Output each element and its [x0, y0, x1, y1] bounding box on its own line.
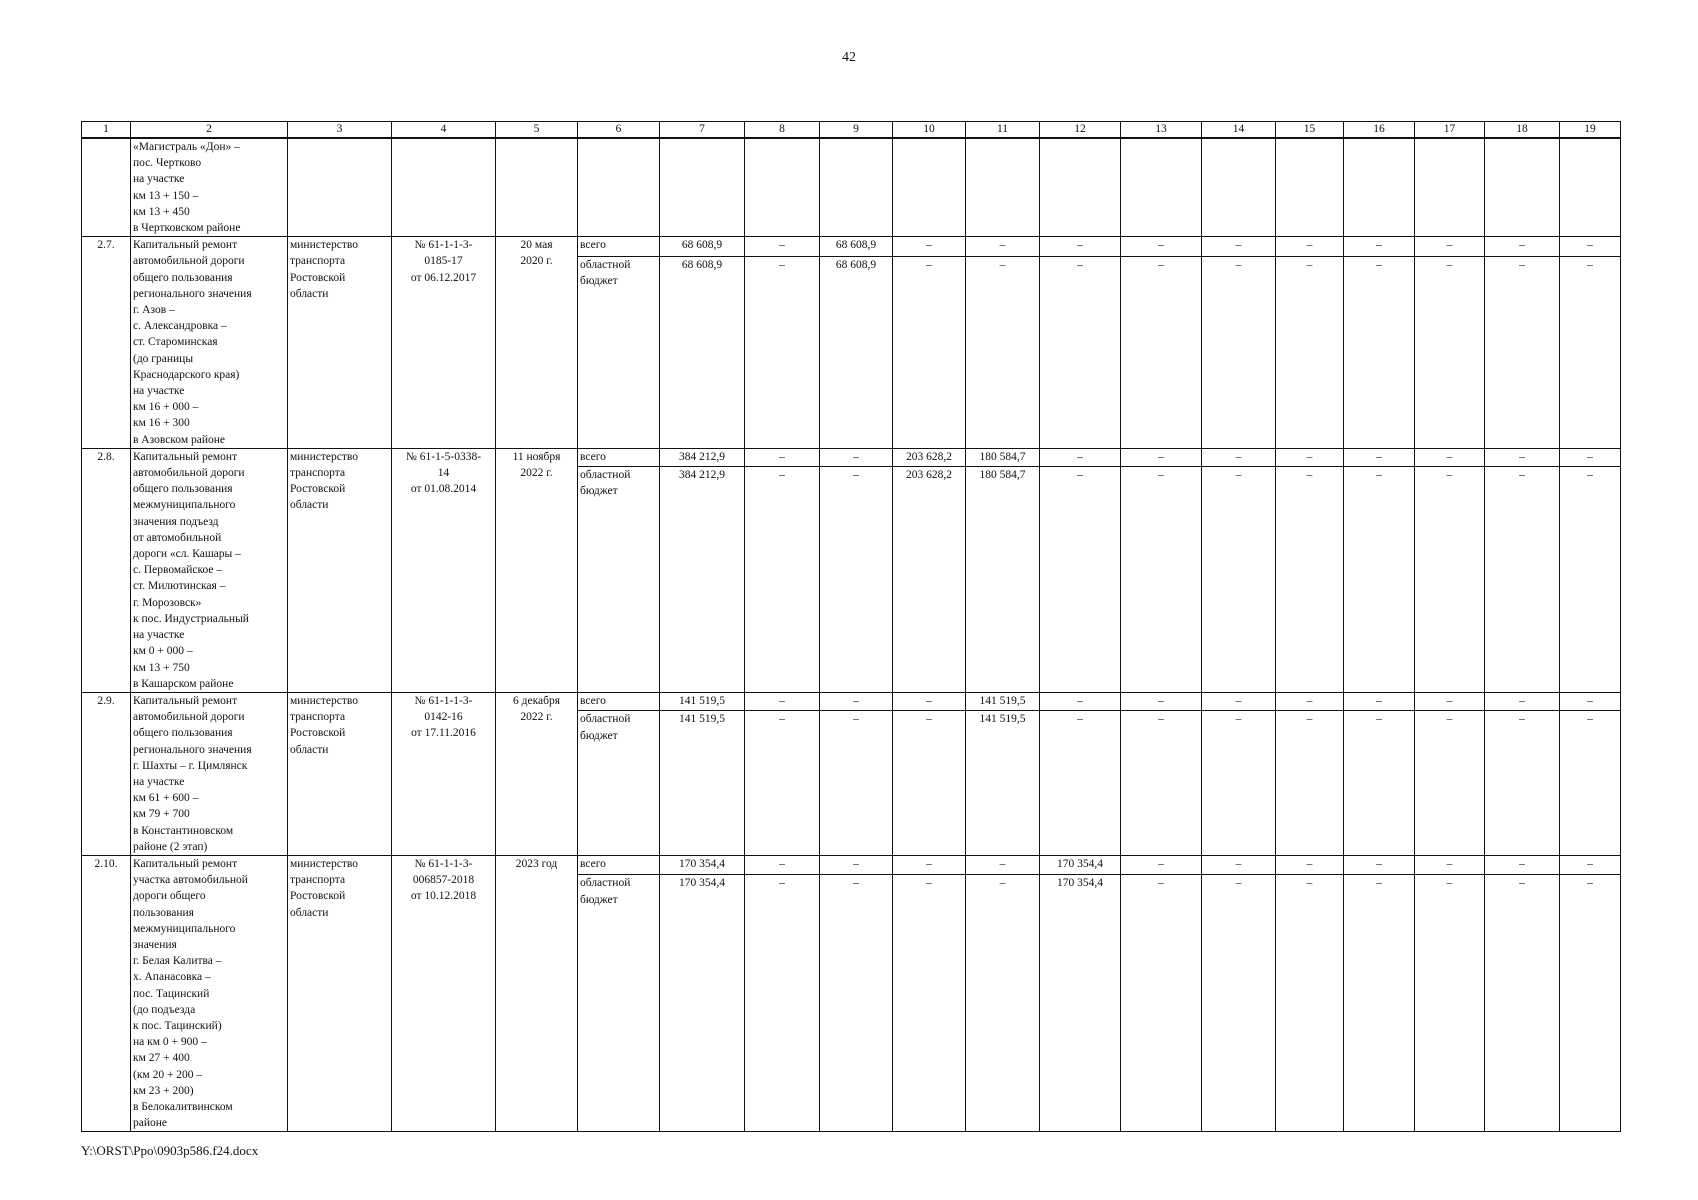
value-cell: 141 519,5 [660, 711, 745, 856]
funding-source-line: областной [580, 713, 631, 726]
column-number: 1 [82, 122, 131, 139]
entry-name-cell [131, 692, 288, 855]
value-cell: – [893, 237, 966, 256]
footer-file-path: Y:\ORST\Ppo\0903p586.f24.docx [81, 1143, 259, 1158]
value-cell: – [1344, 855, 1415, 875]
value-cell: – [820, 711, 893, 856]
name-line: автомобильной дороги [133, 711, 245, 724]
customer-line: области [290, 743, 329, 756]
value-cell: 203 628,2 [893, 448, 966, 466]
name-line: на км 0 + 900 – [133, 1036, 207, 1049]
name-line: на участке [133, 385, 185, 398]
entry-number: 2.9. [82, 692, 131, 855]
value-cell: – [1560, 711, 1621, 856]
name-line: км 79 + 700 [133, 808, 190, 821]
entry-exp-cell [392, 855, 496, 1131]
customer-line: транспорта [290, 711, 346, 724]
funding-source-line: областной [580, 469, 631, 482]
value-cell: – [745, 467, 820, 693]
entry-row-total [82, 692, 1621, 710]
value-cell: – [1415, 692, 1485, 710]
value-cell: – [1121, 875, 1202, 1132]
value-cell: – [1202, 692, 1276, 710]
value-cell: – [1121, 711, 1202, 856]
name-line: автомобильной дороги [133, 467, 245, 480]
name-line: на участке [133, 775, 185, 788]
date-line: 20 мая [520, 239, 553, 252]
value-cell: – [893, 875, 966, 1132]
value-cell: – [745, 692, 820, 710]
name-line: км 23 + 200) [133, 1084, 194, 1097]
name-line: с. Первомайское – [133, 564, 223, 577]
value-cell: 384 212,9 [660, 467, 745, 693]
funding-source-line: бюджет [580, 729, 618, 742]
name-line: км 13 + 150 – [133, 189, 199, 202]
funding-source-cell [578, 237, 660, 256]
value-cell: – [820, 855, 893, 875]
value-cell: – [1040, 711, 1121, 856]
name-line: с. Александровка – [133, 320, 227, 333]
name-line: пользования [133, 906, 194, 919]
entry-name-cell [131, 237, 288, 449]
expertise-line: 006857-2018 [412, 874, 475, 887]
value-cell: – [1121, 692, 1202, 710]
expertise-line: 0142-16 [424, 711, 463, 724]
column-number: 11 [966, 122, 1040, 139]
name-line: от автомобильной [133, 531, 222, 544]
date-line: 2020 г. [520, 255, 553, 268]
value-cell: – [1415, 875, 1485, 1132]
value-cell: – [820, 448, 893, 466]
value-cell: – [745, 448, 820, 466]
value-cell: – [1560, 855, 1621, 875]
column-number: 18 [1485, 122, 1560, 139]
column-number: 10 [893, 122, 966, 139]
column-number: 19 [1560, 122, 1621, 139]
name-line: км 13 + 450 [133, 205, 190, 218]
entry-number: 2.7. [82, 237, 131, 449]
name-line: в Белокалитвинском [133, 1100, 233, 1113]
name-line: регионального значения [133, 743, 252, 756]
name-line: дороги общего [133, 890, 206, 903]
name-line: км 16 + 000 – [133, 401, 199, 414]
value-cell: – [1485, 448, 1560, 466]
expertise-line: от 17.11.2016 [411, 727, 476, 740]
value-cell: – [1344, 875, 1415, 1132]
customer-line: области [290, 499, 329, 512]
value-cell: 141 519,5 [966, 711, 1040, 856]
name-line: км 0 + 000 – [133, 645, 193, 658]
column-number: 13 [1121, 122, 1202, 139]
continuation-num-cell [82, 138, 131, 237]
entry-exp-cell [392, 237, 496, 449]
value-cell: – [745, 256, 820, 448]
customer-line: Ростовской [290, 890, 346, 903]
name-line: (до границы [133, 352, 194, 365]
customer-line: министерство [290, 450, 358, 463]
value-cell: – [1485, 875, 1560, 1132]
value-cell: – [1276, 448, 1344, 466]
name-line: участка автомобильной [133, 874, 248, 887]
value-cell: 141 519,5 [966, 692, 1040, 710]
table-body [82, 122, 1621, 1132]
value-cell: – [1202, 875, 1276, 1132]
continuation-name-cell [131, 138, 288, 237]
value-cell: – [1121, 448, 1202, 466]
column-number: 4 [392, 122, 496, 139]
name-line: Капитальный ремонт [133, 450, 238, 463]
expertise-line: 0185-17 [424, 255, 463, 268]
value-cell: – [1040, 467, 1121, 693]
date-line: 2022 г. [520, 467, 553, 480]
column-number-row [82, 122, 1621, 139]
value-cell: – [1040, 448, 1121, 466]
entry-row-total [82, 855, 1621, 875]
name-line: х. Апанасовка – [133, 971, 211, 984]
name-line: г. Белая Калитва – [133, 955, 222, 968]
column-number: 2 [131, 122, 288, 139]
value-cell: – [1485, 692, 1560, 710]
funding-source-line: бюджет [580, 274, 618, 287]
column-number: 16 [1344, 122, 1415, 139]
customer-line: министерство [290, 694, 358, 707]
value-cell: – [1560, 692, 1621, 710]
funding-source-cell [578, 256, 660, 448]
customer-line: транспорта [290, 874, 346, 887]
value-cell: – [745, 711, 820, 856]
name-line: (км 20 + 200 – [133, 1068, 203, 1081]
value-cell: – [1276, 855, 1344, 875]
value-cell: – [1485, 467, 1560, 693]
value-cell: 141 519,5 [660, 692, 745, 710]
value-cell: – [1415, 237, 1485, 256]
funding-source-line: бюджет [580, 893, 618, 906]
name-line: значения подъезд [133, 515, 219, 528]
value-cell: 170 354,4 [1040, 855, 1121, 875]
funding-source-line: областной [580, 877, 631, 890]
value-cell: 68 608,9 [820, 237, 893, 256]
value-cell: – [1485, 855, 1560, 875]
name-line: км 61 + 600 – [133, 792, 199, 805]
funding-source-line: бюджет [580, 485, 618, 498]
customer-line: транспорта [290, 255, 346, 268]
value-cell: – [966, 855, 1040, 875]
value-cell: – [893, 256, 966, 448]
entry-number: 2.10. [82, 855, 131, 1131]
funding-source-line: всего [580, 450, 606, 463]
name-line: к пос. Тацинский) [133, 1019, 222, 1032]
name-line: в Кашарском районе [133, 677, 234, 690]
name-line: на участке [133, 629, 185, 642]
budget-table [81, 121, 1621, 1132]
entry-date-cell [496, 855, 578, 1131]
name-line: дороги «сл. Кашары – [133, 548, 241, 561]
value-cell: – [1415, 467, 1485, 693]
expertise-line: № 61-1-1-3- [414, 694, 473, 707]
value-cell: – [1202, 256, 1276, 448]
value-cell: – [1485, 237, 1560, 256]
entry-cust-cell [288, 692, 392, 855]
column-number: 12 [1040, 122, 1121, 139]
value-cell: – [1344, 692, 1415, 710]
value-cell: – [1344, 237, 1415, 256]
value-cell: – [966, 256, 1040, 448]
value-cell: – [1344, 711, 1415, 856]
date-line: 11 ноября [512, 450, 561, 463]
value-cell: – [893, 855, 966, 875]
value-cell: – [1560, 467, 1621, 693]
name-line: в Чертковском районе [133, 222, 241, 235]
value-cell: – [1415, 855, 1485, 875]
value-cell: – [1485, 256, 1560, 448]
value-cell: – [966, 237, 1040, 256]
name-line: пос. Тацинский [133, 987, 210, 1000]
value-cell: – [1560, 237, 1621, 256]
funding-source-line: всего [580, 239, 606, 252]
name-line: на участке [133, 173, 185, 186]
customer-line: министерство [290, 857, 358, 870]
name-line: г. Морозовск» [133, 596, 202, 609]
value-cell: – [1276, 875, 1344, 1132]
entry-exp-cell [392, 692, 496, 855]
customer-line: Ростовской [290, 271, 346, 284]
value-cell: 170 354,4 [660, 855, 745, 875]
name-line: км 13 + 750 [133, 661, 190, 674]
column-number: 5 [496, 122, 578, 139]
customer-line: Ростовской [290, 727, 346, 740]
name-line: в Константиновском [133, 824, 234, 837]
entry-name-cell [131, 855, 288, 1131]
column-number: 14 [1202, 122, 1276, 139]
value-cell: – [1415, 256, 1485, 448]
column-number: 3 [288, 122, 392, 139]
value-cell: – [1344, 467, 1415, 693]
value-cell: – [1202, 467, 1276, 693]
value-cell: – [1202, 855, 1276, 875]
value-cell: – [1560, 875, 1621, 1132]
entry-date-cell [496, 448, 578, 692]
name-line: районе [133, 1117, 168, 1130]
expertise-line: от 10.12.2018 [410, 890, 477, 903]
funding-source-cell [578, 448, 660, 466]
name-line: межмуниципального [133, 922, 236, 935]
column-number: 17 [1415, 122, 1485, 139]
name-line: км 27 + 400 [133, 1052, 190, 1065]
value-cell: 180 584,7 [966, 448, 1040, 466]
customer-line: транспорта [290, 467, 346, 480]
name-line: значения [133, 938, 177, 951]
value-cell: – [1040, 237, 1121, 256]
value-cell: 180 584,7 [966, 467, 1040, 693]
value-cell: – [1121, 237, 1202, 256]
value-cell: 170 354,4 [660, 875, 745, 1132]
value-cell: – [1560, 448, 1621, 466]
value-cell: – [966, 875, 1040, 1132]
entry-row-total [82, 237, 1621, 256]
value-cell: – [1276, 467, 1344, 693]
column-number: 6 [578, 122, 660, 139]
customer-line: области [290, 287, 329, 300]
date-line: 2022 г. [520, 711, 553, 724]
value-cell: – [820, 875, 893, 1132]
name-line: автомобильной дороги [133, 255, 245, 268]
name-line: пос. Чертково [133, 157, 202, 170]
value-cell: – [1276, 692, 1344, 710]
value-cell: – [1276, 237, 1344, 256]
customer-line: области [290, 906, 329, 919]
value-cell: – [1485, 711, 1560, 856]
name-line: в Азовском районе [133, 433, 226, 446]
name-line: (до подъезда [133, 1003, 196, 1016]
entry-number: 2.8. [82, 448, 131, 692]
entry-date-cell [496, 692, 578, 855]
value-cell: – [1121, 855, 1202, 875]
name-line: межмуниципального [133, 499, 236, 512]
funding-source-line: всего [580, 857, 606, 870]
value-cell: – [745, 237, 820, 256]
name-line: регионального значения [133, 287, 252, 300]
funding-source-line: областной [580, 258, 631, 271]
entry-row-total [82, 448, 1621, 466]
funding-source-cell [578, 855, 660, 875]
value-cell: – [1202, 448, 1276, 466]
entry-cust-cell [288, 237, 392, 449]
value-cell: – [1121, 467, 1202, 693]
value-cell: – [1202, 237, 1276, 256]
value-cell: – [1040, 692, 1121, 710]
funding-source-cell [578, 467, 660, 693]
column-number: 8 [745, 122, 820, 139]
funding-source-cell [578, 875, 660, 1132]
date-line: 2023 год [515, 857, 558, 870]
customer-line: министерство [290, 239, 358, 252]
name-line: км 16 + 300 [133, 417, 190, 430]
entry-exp-cell [392, 448, 496, 692]
expertise-line: 14 [437, 467, 450, 480]
page-number: 42 [842, 50, 856, 65]
name-line: г. Шахты – г. Цимлянск [133, 759, 248, 772]
value-cell: – [1276, 256, 1344, 448]
value-cell: – [893, 692, 966, 710]
continuation-row [82, 138, 1621, 237]
name-line: Краснодарского края) [133, 368, 240, 381]
funding-source-cell [578, 692, 660, 710]
funding-source-cell [578, 711, 660, 856]
value-cell: – [1040, 256, 1121, 448]
expertise-line: № 61-1-1-3- [414, 857, 473, 870]
expertise-line: № 61-1-1-3- [414, 239, 473, 252]
name-line: Капитальный ремонт [133, 239, 238, 252]
expertise-line: от 06.12.2017 [410, 271, 477, 284]
value-cell: 170 354,4 [1040, 875, 1121, 1132]
entry-cust-cell [288, 855, 392, 1131]
value-cell: 68 608,9 [660, 256, 745, 448]
value-cell: – [820, 467, 893, 693]
expertise-line: № 61-1-5-0338- [405, 450, 482, 463]
value-cell: – [1415, 448, 1485, 466]
column-number: 9 [820, 122, 893, 139]
name-line: к пос. Индустриальный [133, 612, 249, 625]
value-cell: – [1121, 256, 1202, 448]
value-cell: – [1202, 711, 1276, 856]
entry-cust-cell [288, 448, 392, 692]
name-line: Капитальный ремонт [133, 694, 238, 707]
entry-date-cell [496, 237, 578, 449]
column-number: 15 [1276, 122, 1344, 139]
entry-name-cell [131, 448, 288, 692]
date-line: 6 декабря [513, 694, 560, 707]
value-cell: – [1415, 711, 1485, 856]
funding-source-line: всего [580, 694, 606, 707]
name-line: районе (2 этап) [133, 840, 208, 853]
name-line: Капитальный ремонт [133, 857, 238, 870]
customer-line: Ростовской [290, 483, 346, 496]
column-number: 7 [660, 122, 745, 139]
value-cell: – [745, 875, 820, 1132]
name-line: общего пользования [133, 483, 233, 496]
value-cell: – [1276, 711, 1344, 856]
name-line: общего пользования [133, 727, 233, 740]
value-cell: – [820, 692, 893, 710]
value-cell: 203 628,2 [893, 467, 966, 693]
value-cell: – [893, 711, 966, 856]
value-cell: – [1344, 448, 1415, 466]
name-line: ст. Староминская [133, 336, 218, 349]
value-cell: – [1344, 256, 1415, 448]
value-cell: 68 608,9 [660, 237, 745, 256]
name-line: г. Азов – [133, 304, 175, 317]
value-cell: – [745, 855, 820, 875]
value-cell: 68 608,9 [820, 256, 893, 448]
value-cell: – [1560, 256, 1621, 448]
name-line: ст. Милютинская – [133, 580, 226, 593]
expertise-line: от 01.08.2014 [410, 483, 477, 496]
name-line: общего пользования [133, 271, 233, 284]
value-cell: 384 212,9 [660, 448, 745, 466]
name-line: «Магистраль «Дон» – [133, 141, 240, 153]
